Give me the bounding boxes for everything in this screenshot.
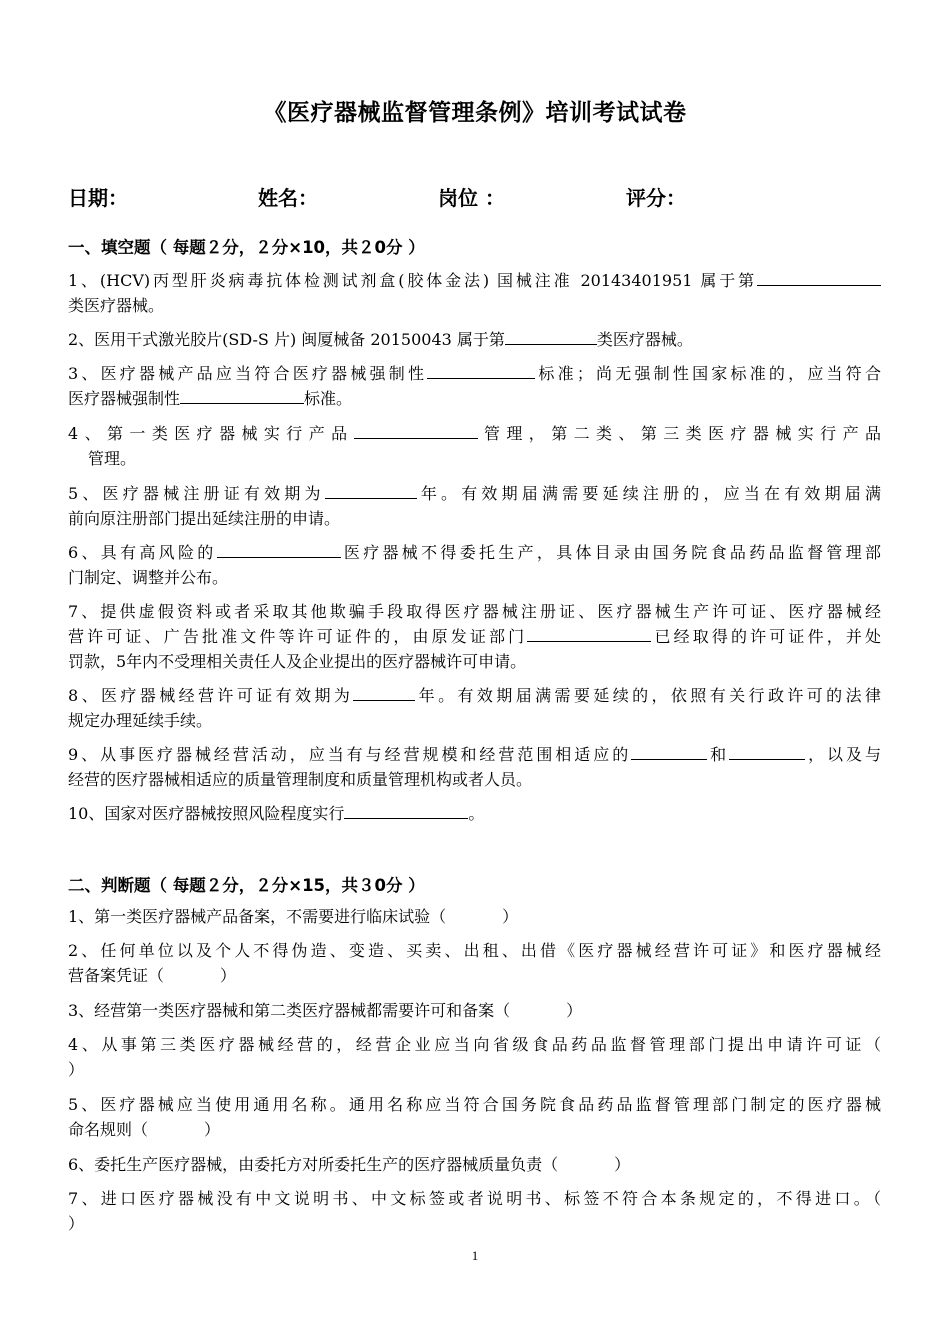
answer-blank[interactable] <box>180 387 304 404</box>
judge-question-7: 7、进口医疗器械没有中文说明书、中文标签或者说明书、标签不符合本条规定的，不得进口。（ ） <box>68 1189 881 1233</box>
judge-question-6: 6、委托生产医疗器械，由委托方对所委托生产的医疗器械质量负责（ ） <box>68 1155 631 1174</box>
date-label: 日期： <box>68 186 128 210</box>
section-true-false-heading: 二、判断题（ 每题２分，２分×15，共３0分 ） <box>68 876 425 895</box>
post-label: 岗位 ： <box>438 186 505 210</box>
answer-blank[interactable] <box>325 482 417 499</box>
answer-blank[interactable] <box>729 743 805 760</box>
answer-blank[interactable] <box>217 541 341 558</box>
answer-blank[interactable] <box>527 625 651 642</box>
fill-question-5: 5、医疗器械注册证有效期为 年。有效期届满需要延续注册的，应当在有效期届满 前向原注册部门提出延续注册的申请。 <box>68 484 881 528</box>
fill-question-8: 8、医疗器械经营许可证有效期为 年。有效期届满需要延续的，依照有关行政许可的法律 规定办理延续手续。 <box>68 686 881 730</box>
answer-blank[interactable] <box>353 684 415 701</box>
answer-blank[interactable] <box>757 269 881 286</box>
page-number: 1 <box>471 1248 479 1263</box>
judge-question-4: 4、从事第三类医疗器械经营的，经营企业应当向省级食品药品监督管理部门提出申请许可证（ ） <box>68 1035 881 1079</box>
judge-question-2: 2、任何单位以及个人不得伪造、变造、买卖、出租、出借《医疗器械经营许可证》和医疗器械经 营备案凭证（ ） <box>68 941 881 985</box>
fill-question-6: 6、具有高风险的 医疗器械不得委托生产，具体目录由国务院食品药品监督管理部 门制定、调整并公布。 <box>68 543 881 587</box>
fill-question-10: 10、国家对医疗器械按照风险程度实行 。 <box>68 804 485 823</box>
answer-blank[interactable] <box>354 422 478 439</box>
answer-blank[interactable] <box>427 362 535 379</box>
fill-question-7: 7、提供虚假资料或者采取其他欺骗手段取得医疗器械注册证、医疗器械生产许可证、医疗器械经 营许可证、广告批准文件等许可证件的，由原发证部门 已经取得的许可证件，并处 罚款，5年内不受理相关责任人及企业提出的医疗器械许可申请。 <box>68 602 881 671</box>
fill-question-3: 3、医疗器械产品应当符合医疗器械强制性 标准；尚无强制性国家标准的，应当符合 医疗器械强制性 标准。 <box>68 364 881 408</box>
fill-question-9: 9、从事医疗器械经营活动，应当有与经营规模和经营范围相适应的 和 ，以及与 经营的医疗器械相适应的质量管理制度和质量管理机构或者人员。 <box>68 745 881 789</box>
fill-question-2: 2、医用干式激光胶片(SD-S 片) 闽厦械备 20150043 属于第 类医疗器械。 <box>68 330 693 349</box>
document-title: 《医疗器械监督管理条例》培训考试试卷 <box>263 100 687 126</box>
answer-blank[interactable] <box>631 743 707 760</box>
judge-question-5: 5、医疗器械应当使用通用名称。通用名称应当符合国务院食品药品监督管理部门制定的医疗器械 命名规则（ ） <box>68 1095 881 1139</box>
score-label: 评分： <box>626 186 686 210</box>
name-label: 姓名： <box>258 186 318 210</box>
judge-question-3: 3、经营第一类医疗器械和第二类医疗器械都需要许可和备案（ ） <box>68 1001 583 1020</box>
answer-blank[interactable] <box>505 328 597 345</box>
info-row <box>68 182 888 212</box>
section-fill-blank-heading: 一、填空题（ 每题２分，２分×10，共２0分 ） <box>68 238 425 257</box>
answer-blank[interactable] <box>344 802 468 819</box>
fill-question-4: 4、第一类医疗器械实行产品 管理，第二类、第三类医疗器械实行产品 管理。 <box>68 424 881 468</box>
judge-question-1: 1、第一类医疗器械产品备案，不需要进行临床试验（ ） <box>68 907 519 926</box>
fill-question-1: 1、(HCV)丙型肝炎病毒抗体检测试剂盒(胶体金法) 国械注准 20143401951 属于第 类医疗器械。 <box>68 268 881 318</box>
